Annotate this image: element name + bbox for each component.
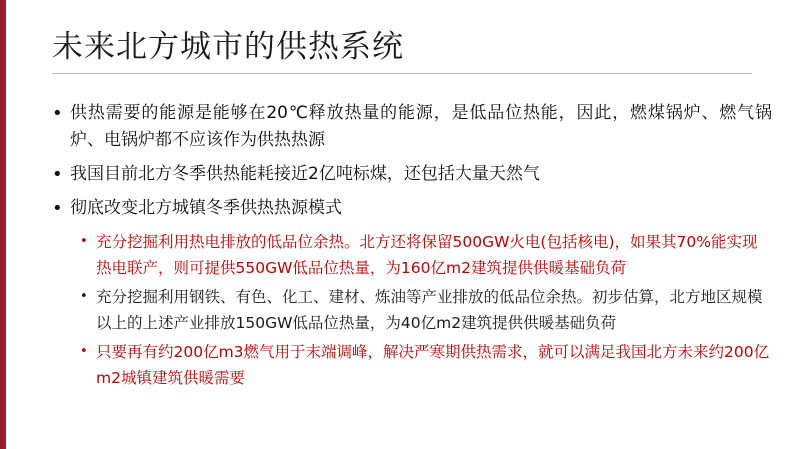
list-item-text: 供热需要的能源是能够在20℃释放热量的能源，是低品位热能，因此，燃煤锅炉、燃气锅炉、电锅炉都不应该作为供热热源 — [70, 103, 772, 150]
bullet-icon: • — [80, 234, 88, 249]
list-item — [80, 284, 772, 336]
title-divider — [52, 73, 752, 74]
bullet-icon: • — [52, 164, 63, 185]
bullet-icon: • — [52, 103, 63, 124]
list-item — [52, 195, 772, 222]
list-item — [52, 161, 772, 188]
list-item-text: 我国目前北方冬季供热能耗接近2亿吨标煤，还包括大量天然气 — [70, 164, 540, 184]
list-item-text: 彻底改变北方城镇冬季供热热源模式 — [70, 198, 342, 218]
title-block — [52, 28, 752, 74]
list-item-text: 充分挖掘利用钢铁、有色、化工、建材、炼油等产业排放的低品位余热。初步估算，北方地区规模以上的上述产业排放150GW低品位热量，为40亿m2建筑提供供暖基础负荷 — [96, 288, 763, 332]
list-item — [52, 100, 772, 154]
bullet-icon: • — [80, 289, 88, 304]
list-item — [80, 229, 772, 281]
list-item-text: 只要再有约200亿m3燃气用于末端调峰，解决严寒期供热需求，就可以满足我国北方未来约200亿m2城镇建筑供暖需要 — [96, 343, 770, 387]
bullet-icon: • — [80, 344, 88, 359]
list-item-text: 充分挖掘利用热电排放的低品位余热。北方还将保留500GW火电(包括核电)，如果其70%能实现热电联产，则可提供550GW低品位热量，为160亿m2建筑提供供暖基础负荷 — [96, 233, 758, 277]
accent-bar — [0, 0, 24, 449]
bullet-icon: • — [52, 198, 63, 219]
list-item — [80, 339, 772, 391]
page-title: 未来北方城市的供热系统 — [52, 29, 404, 65]
body-content — [52, 100, 772, 394]
